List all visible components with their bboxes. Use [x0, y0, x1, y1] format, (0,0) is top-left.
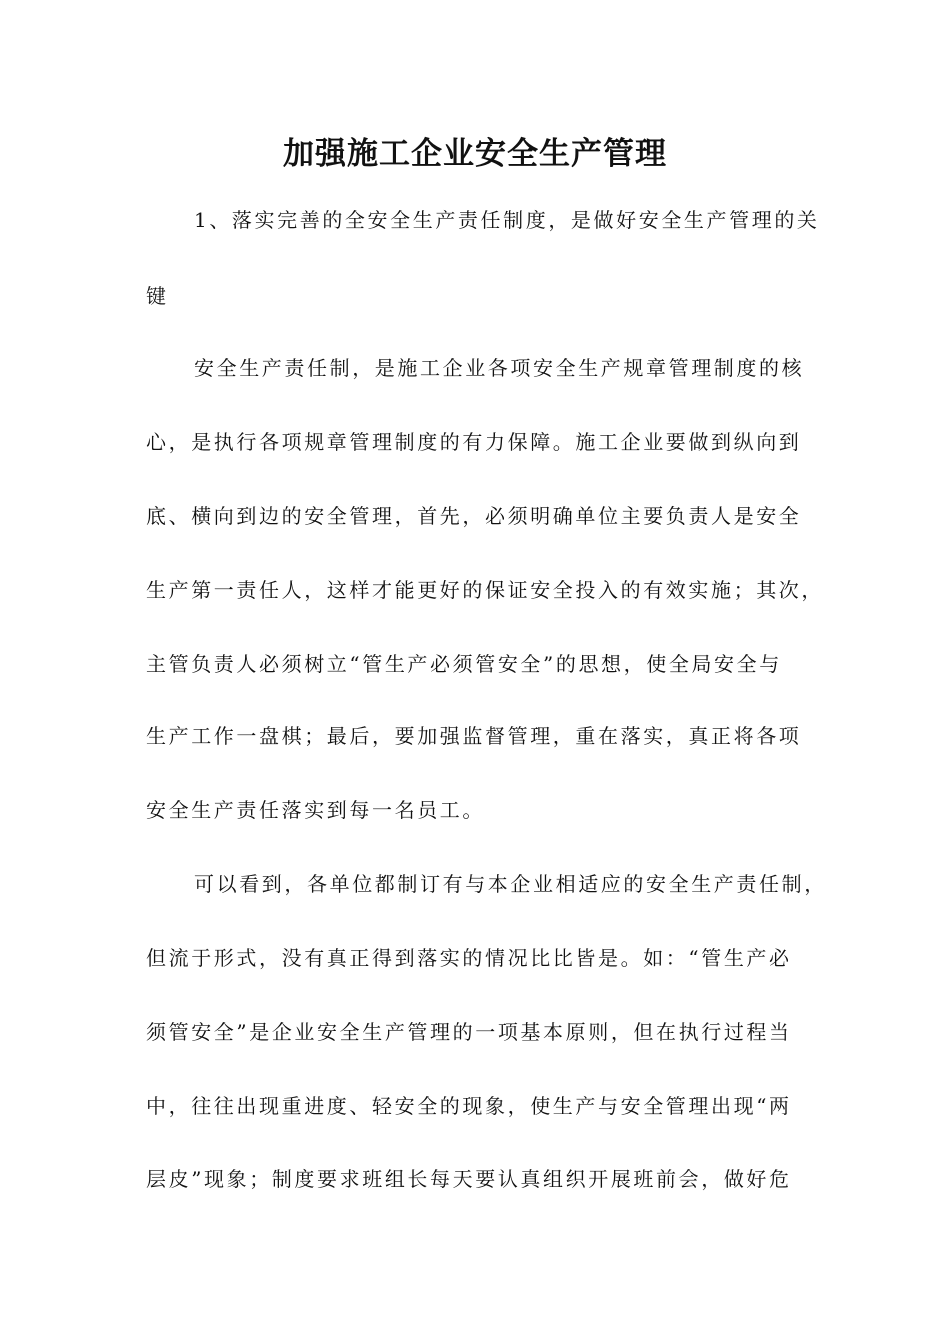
paragraph-line: 主管负责人必须树立“管生产必须管安全”的思想，使全局安全与	[146, 652, 782, 676]
heading-line-1: 1、落实完善的全安全生产责任制度，是做好安全生产管理的关	[194, 208, 820, 232]
heading-line-2: 键	[146, 284, 169, 308]
paragraph-line: 心，是执行各项规章管理制度的有力保障。施工企业要做到纵向到	[146, 430, 802, 454]
document-title: 加强施工企业安全生产管理	[283, 136, 667, 172]
paragraph-line: 安全生产责任落实到每一名员工。	[146, 798, 485, 822]
paragraph-line: 生产工作一盘棋；最后，要加强监督管理，重在落实，真正将各项	[146, 724, 802, 748]
paragraph-line: 可以看到，各单位都制订有与本企业相适应的安全生产责任制，	[194, 872, 827, 896]
paragraph-line: 安全生产责任制，是施工企业各项安全生产规章管理制度的核	[194, 356, 805, 380]
paragraph-line: 层皮”现象；制度要求班组长每天要认真组织开展班前会，做好危	[146, 1167, 792, 1191]
paragraph-line: 底、横向到边的安全管理，首先，必须明确单位主要负责人是安全	[146, 504, 802, 528]
paragraph-line: 中，往往出现重进度、轻安全的现象，使生产与安全管理出现“两	[146, 1094, 792, 1118]
paragraph-line: 须管安全”是企业安全生产管理的一项基本原则，但在执行过程当	[146, 1020, 792, 1044]
paragraph-line: 生产第一责任人，这样才能更好的保证安全投入的有效实施；其次，	[146, 578, 824, 602]
paragraph-line: 但流于形式，没有真正得到落实的情况比比皆是。如：“管生产必	[146, 946, 792, 970]
